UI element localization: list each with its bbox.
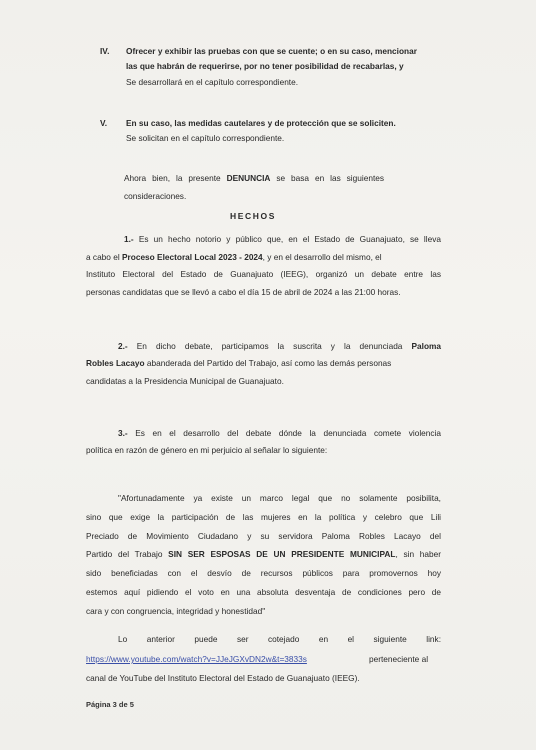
hecho-1-proceso-bold: Proceso Electoral Local 2023 - 2024 xyxy=(122,252,263,262)
hecho-1-line-4: personas candidatas que se llevó a cabo el día 15 de abril de 2024 a las 21:00 horas. xyxy=(86,287,401,297)
hecho-1-text-2b: , y en el desarrollo del mismo, el xyxy=(262,252,382,262)
item-iv-line-1: Ofrecer y exhibir las pruebas con que se cuente; o en su caso, mencionar xyxy=(126,46,417,56)
closing-line-2-tail: perteneciente al xyxy=(369,654,429,664)
hecho-3-number: 3.- xyxy=(118,428,128,438)
hecho-2-number: 2.- xyxy=(118,341,128,351)
quote-line-2: sino que exige la participación de las mujeres en la política y celebro que Lili xyxy=(86,512,441,522)
hecho-3-text-1: Es en el desarrollo del debate dónde la denunciada comete violencia xyxy=(135,428,441,438)
quote-text-4b: , sin haber xyxy=(395,549,441,559)
item-v-numeral: V. xyxy=(100,118,108,128)
page-number-footer: Página 3 de 5 xyxy=(86,700,134,709)
hecho-2-text-1: En dicho debate, participamos la suscrita y la denunciada xyxy=(136,341,403,351)
hecho-3-line-2: política en razón de género en mi perjuicio al señalar lo siguiente: xyxy=(86,445,328,455)
quote-bold-phrase: SIN SER ESPOSAS DE UN PRESIDENTE MUNICIPAL xyxy=(168,549,396,559)
hecho-3-line-1 xyxy=(118,428,441,438)
quote-line-6: estemos aquí pidiendo el voto en una absoluta desventaja de condiciones pero de xyxy=(86,587,441,597)
quote-line-3: Preciado de Movimiento Ciudadano y su servidora Paloma Robles Lacayo del xyxy=(86,531,441,541)
closing-line-2 xyxy=(86,654,307,664)
item-iv-numeral: IV. xyxy=(100,46,110,56)
intro-text-a: Ahora bien, la presente xyxy=(124,173,221,183)
hecho-2-line-1 xyxy=(118,341,441,351)
intro-text-b: se basa en las siguientes xyxy=(276,173,385,183)
item-v-note: Se solicitan en el capítulo correspondiente. xyxy=(126,133,285,143)
section-heading-hechos: HECHOS xyxy=(230,211,276,221)
quote-line-4 xyxy=(86,549,441,559)
intro-line-1 xyxy=(124,173,384,183)
hecho-2-line-3: candidatas a la Presidencia Municipal de Guanajuato. xyxy=(86,376,284,386)
quote-line-7: cara y con congruencia, integridad y honestidad" xyxy=(86,606,266,616)
hecho-2-name-bold-1: Paloma xyxy=(411,341,441,351)
item-v-line-1: En su caso, las medidas cautelares y de protección que se soliciten. xyxy=(126,118,396,128)
closing-line-1: Lo anterior puede ser cotejado en el siguiente link: xyxy=(118,634,441,644)
hecho-1-line-3: Instituto Electoral del Estado de Guanajuato (IEEG), organizó un debate entre las xyxy=(86,269,441,279)
youtube-link[interactable]: https://www.youtube.com/watch?v=JJeJGXvDN2w&t=3833s xyxy=(86,654,307,664)
hecho-1-number: 1.- xyxy=(124,234,134,244)
quote-line-1: "Afortunadamente ya existe un marco legal que no solamente posibilita, xyxy=(118,493,441,503)
hecho-1-line-2 xyxy=(86,252,382,262)
hecho-2-line-2 xyxy=(86,358,391,368)
item-iv-line-2: las que habrán de requerirse, por no tener posibilidad de recabarlas, y xyxy=(126,61,404,71)
intro-denuncia-bold: DENUNCIA xyxy=(226,173,271,183)
intro-line-2: consideraciones. xyxy=(124,191,187,201)
hecho-1-text-1: Es un hecho notorio y público que, en el Estado de Guanajuato, se lleva xyxy=(138,234,441,244)
quote-line-5: sido beneficiadas con el desvío de recursos públicos para promovernos hoy xyxy=(86,568,441,578)
hecho-1-line-1 xyxy=(124,234,441,244)
hecho-2-name-bold-2: Robles Lacayo xyxy=(86,358,145,368)
hecho-1-text-2a: a cabo el xyxy=(86,252,120,262)
item-iv-note: Se desarrollará en el capítulo correspondiente. xyxy=(126,77,299,87)
hecho-2-text-2: abanderada del Partido del Trabajo, así como las demás personas xyxy=(146,358,392,368)
closing-line-3: canal de YouTube del Instituto Electoral del Estado de Guanajuato (IEEG). xyxy=(86,673,360,683)
quote-text-4a: Partido del Trabajo xyxy=(86,549,163,559)
